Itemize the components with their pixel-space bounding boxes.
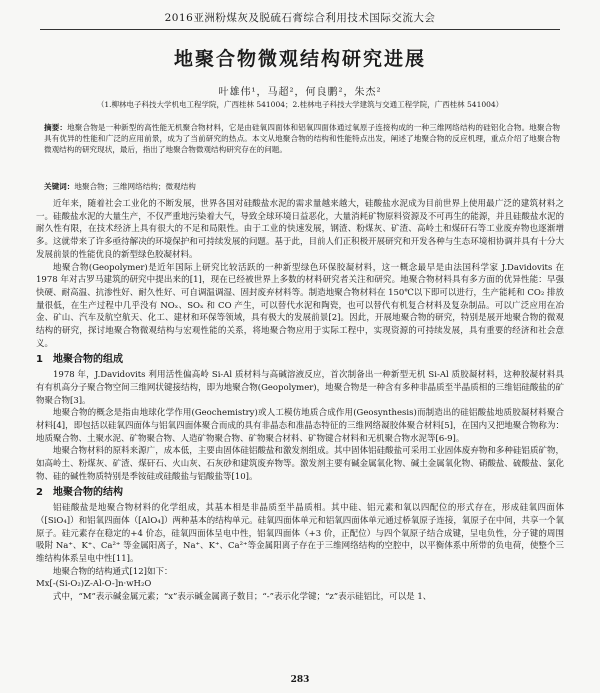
body-text xyxy=(36,198,564,604)
section-2-heading: 2 地聚合物的结构 xyxy=(36,487,123,499)
keywords xyxy=(44,181,560,192)
abstract-text: 地聚合物是一种新型的高性能无机聚合物材料，它是由硅氧四面体和铝氧四面体通过氧原子连接构成的一种三维网络结构的硅铝化合物。地聚合物具有优异的性能和广泛的应用前景，成为了当前研究的热点。本文从地聚合物的结构和性能特点出发，阐述了地聚合物的反应机理，重点介绍了地聚合物微观结构的研究现状，最后，指出了地聚合物微观结构研究存在的问题。 xyxy=(44,123,560,154)
paper-title: 地聚合物微观结构研究进展 xyxy=(173,48,426,70)
intro-paragraph-2: 地聚合物(Geopolymer)是近年国际上研究比较活跃的一种新型绿色环保胶凝材料，这一概念最早是由法国科学家 J.Davidovits 在 1978 年对古罗马建筑的研究中提出来的[1]，现在已经被世界上多数的材料研究者关注和研究。地聚合物材料具有多方面的优异性能：早强快硬、耐高温、抗渗性好、耐久性好、可自调温调湿、固封废弃材料等。制造地聚合物材料在 150℃以下即可以进行，生产能耗和 CO₂ 排放量很低，在生产过程中几乎没有 NOₓ、SOₓ 和 CO 产生，可以替代水泥和陶瓷，也可以替代有机复合材料及复杂制品。可以广泛应用在冶金、矿山、汽车及航空航天、化工、建材和环保等领域，具有极大的发展前景[2]。因此，开展地聚合物的研究，特别是展开地聚合物的微观结构的研究，探讨地聚合物微观结构与宏观性能的关系，将地聚合物应用于实际工程中，实现资源的可持续发展，具有重要的经济和社会意义。 xyxy=(36,262,564,349)
running-head: 2016亚洲粉煤灰及脱硫石膏综合利用技术国际交流大会 xyxy=(40,10,560,30)
section-1-paragraph-3: 地聚合物材料的原料来源广，成本低，主要由固体硅铝酸盐和激发剂组成。其中固体铝硅酸盐可采用工业固体废弃物和多种硅铝质矿物，如高岭土、粉煤灰、矿渣、煤矸石、火山灰、石灰砂和建筑废弃物等。激发剂主要有碱金属氧化物、碱土金属氧化物、硝酸盐、硫酸盐、氯化物、硅的碱性物质特别是季铵硅或硅酸盐与铝酸盐等[10]。 xyxy=(36,446,564,482)
keywords-label: 关键词： xyxy=(44,182,75,191)
section-2-paragraph-2: 地聚合物的结构通式[12]如下： xyxy=(53,566,173,577)
keywords-text: 地聚合物；三维网络结构；微观结构 xyxy=(74,182,196,191)
section-1-paragraph-1: 1978 年，J.Davidovits 利用活性偏高岭 Si-Al 质材料与高碱溶液反应，首次制备出一种新型无机 Si-Al 质胶凝材料，这种胶凝材料具有有机高分子聚合物空间三维网状键接结构，即为地聚合物(Geopolymer)，地聚合物是一种含有多种非晶质至半晶质相的三维铝硅酸盐的矿物聚合物[3]。 xyxy=(36,370,564,406)
section-1-heading: 1 地聚合物的组成 xyxy=(36,354,123,366)
abstract-label: 摘要： xyxy=(44,123,68,132)
intro-paragraph-1: 近年来，随着社会工业化的不断发展，世界各国对硅酸盐水泥的需求量越来越大，硅酸盐水泥成为目前世界上使用最广泛的建筑材料之一。硅酸盐水泥的大量生产，不仅严重地污染着大气，导致全球环境日益恶化，大量消耗矿物原料资源及不可再生的能源，并且硅酸盐水泥的耐久性有限，在技术经济上具有很大的不足和局限性。由于工业的快速发展，钢渣、粉煤灰、矿渣、高岭土和煤矸石等工业废弃物也逐渐增多。这就带来了许多亟待解决的环境保护和可持续发展的问题。基于此，目前人们正积极开展研究和开发各种与生态环境相协调并具有十分大发展前景的性能优良的新型绿色胶凝材料。 xyxy=(36,199,564,260)
affiliations: （1.柳林电子科技大学机电工程学院，广西桂林 541004；2.桂林电子科技大学建筑与交通工程学院，广西桂林 541004） xyxy=(96,100,504,109)
section-1-paragraph-2: 地聚合物的概念是指由地球化学作用(Geochemistry)或人工模仿地质合成作用(Geosynthesis)而制造出的硅铝酸盐地质胶凝材料聚合材料[4]，即包括以硅氧四面体与铝氧四面体聚合而成的具有非晶态和准晶态特征的三维网络凝胶体聚合材料[5]，在国内又把地聚合物称为：地质聚合物、土聚水泥、矿物聚合物、人造矿物聚合物、矿物聚合材料、矿物键合材料和无机聚合物水泥等[6-9]。 xyxy=(36,408,564,444)
page-number: 283 xyxy=(290,675,310,685)
structure-formula: Mx[-(Si-O₂)Z-Al-O-]n·wH₂O xyxy=(36,579,152,590)
abstract xyxy=(44,122,560,155)
author-list: 叶雄伟¹，马超²，何良鹏²，朱杰² xyxy=(218,87,382,98)
section-2-paragraph-1: 铝硅酸盐是地聚合物材料的化学组成，其基本相是非晶质至半晶质相。其中硅、铝元素和氧以四配位的形式存在，形成硅氧四面体（[SiO₄]）和铝氧四面体（[AlO₄]）两种基本的结构单元。硅氧四面体单元和铝氧四面体单元通过桥氧原子连接，氧原子在中间，共享一个氧原子。硅元素存在稳定的+4 价态，硅氧四面体呈电中性，铝氧四面体（+3 价，正配位）与四个氧原子结合成键，呈电负性，分子键的周围吸附 Na⁺、K⁺、Ca²⁺ 等金属阳离子，Na⁺、K⁺、Ca²⁺等金属阳离子存在于三维网络结构的空腔中，以平衡体系中所带的负电荷，使整个三维结构体系呈电中性[11]。 xyxy=(36,503,564,564)
section-2-paragraph-3: 式中，“M”表示碱金属元素；“x”表示碱金属离子数目；“-”表示化学键；“z”表示硅铝比，可以是 1、 xyxy=(53,592,432,603)
